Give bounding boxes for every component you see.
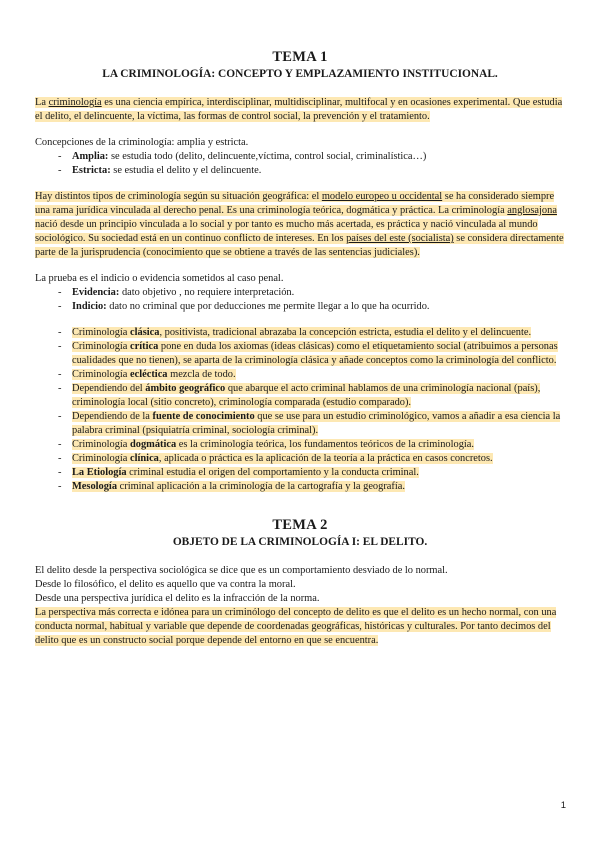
list-item: - Evidencia: dato objetivo , no requiere interpretación.: [58, 286, 565, 300]
tema1-title: TEMA 1: [272, 49, 328, 65]
document-content: [35, 48, 565, 648]
list-item: - Estricta: se estudia el delito y el delincuente.: [58, 164, 565, 178]
list-item: - Indicio: dato no criminal que por deducciones me permite llegar a lo que ha ocurrido.: [58, 300, 565, 314]
list-item: - Mesología criminal aplicación a la criminología de la cartografía y la geografía.: [58, 480, 565, 494]
intro-text-a: La: [35, 97, 49, 108]
intro-text-c: es una ciencia empírica, interdisciplinar, multidisciplinar, multifocal y en ocasiones experimental. Que estudia el delito, el delincuente, la víctima, las formas de control social, la prevención y el tratamiento.: [35, 97, 563, 122]
concepciones-line: Concepciones de la criminología: amplia y estricta.: [35, 137, 249, 148]
list-item: - Amplia: se estudia todo (delito, delincuente,víctima, control social, criminalística…): [58, 150, 565, 164]
delito-line-sociologica: El delito desde la perspectiva sociológica se dice que es un comportamiento desviado de lo normal.: [35, 565, 448, 576]
prueba-line: La prueba es el indicio o evidencia sometidos al caso penal.: [35, 273, 284, 284]
criminologia-types-list: [35, 326, 565, 494]
list-item: - Criminología dogmática es la criminología teórica, los fundamentos teóricos de la criminología.: [58, 438, 565, 452]
modelo-europeo-term: modelo europeo u occidental: [321, 191, 443, 202]
list-item: - Dependiendo del ámbito geográfico que abarque el acto criminal hablamos de una criminología nacional (país), criminología local (sitio concreto), criminología comparada (estudio comparado).: [58, 382, 565, 410]
intro-paragraph: [35, 96, 565, 124]
paises-este-term: países del este (socialista): [346, 233, 454, 244]
tipos-paragraph: Hay distintos tipos de criminología según su situación geográfica: el modelo europeo u occidental se ha considerado siempre una rama jurídica vinculada al derecho penal. Es una criminología teórica, dogmática y práctica. La criminología anglosajona nació desde un principio vinculada a lo social y por tanto es mucho más acertada, es práctica y nació vinculada al mundo sociológico. Su sociedad está en un continuo conflicto de intereses. En los países del este (socialista) se considera directamente parte de la jurisprudencia (conocimiento que se obtiene a través de las sentencias judiciales).: [35, 191, 564, 258]
tema2-subtitle: OBJETO DE LA CRIMINOLOGÍA I: EL DELITO.: [172, 536, 428, 548]
intro-term: criminología: [48, 97, 102, 108]
anglosajona-term: anglosajona: [507, 205, 557, 216]
list-item: - Criminología clásica, positivista, tradicional abrazaba la concepción estricta, estudia el delito y el delincuente.: [58, 326, 565, 340]
list-item: - Dependiendo de la fuente de conocimiento que se use para un estudio criminológico, vamos a añadir a esa ciencia la palabra criminal (psiquiatría criminal, sociología criminal).: [58, 410, 565, 438]
page-number: 1: [560, 800, 566, 811]
tema2-title: TEMA 2: [272, 517, 328, 533]
list-item: - Criminología crítica pone en duda los axiomas (ideas clásicas) como el etiquetamiento social (atribuimos a personas cualidades que no tienen), se aparta de la criminología clásica y añade conceptos como la criminología del conflicto.: [58, 340, 565, 368]
delito-highlight-paragraph: La perspectiva más correcta e idónea para un criminólogo del concepto de delito es que el delito es un hecho normal, con una conducta normal, habitual y variable que depende de coordenadas geográficas, históricas y culturales. Por tanto decimos del delito que es un constructo social porque depende del entorno en que se encuentra.: [35, 607, 557, 646]
delito-line-juridica: Desde una perspectiva jurídica el delito es la infracción de la norma.: [35, 593, 320, 604]
list-item: - Criminología clínica, aplicada o práctica es la aplicación de la teoría a la práctica en casos concretos.: [58, 452, 565, 466]
tema1-subtitle: LA CRIMINOLOGÍA: CONCEPTO Y EMPLAZAMIENTO INSTITUCIONAL.: [102, 68, 498, 80]
list-item: - La Etiología criminal estudia el origen del comportamiento y la conducta criminal.: [58, 466, 565, 480]
list-item: - Criminología ecléctica mezcla de todo.: [58, 368, 565, 382]
delito-line-filosofica: Desde lo filosófico, el delito es aquello que va contra la moral.: [35, 579, 296, 590]
prueba-list: [35, 286, 565, 314]
concepciones-list: [35, 150, 565, 178]
